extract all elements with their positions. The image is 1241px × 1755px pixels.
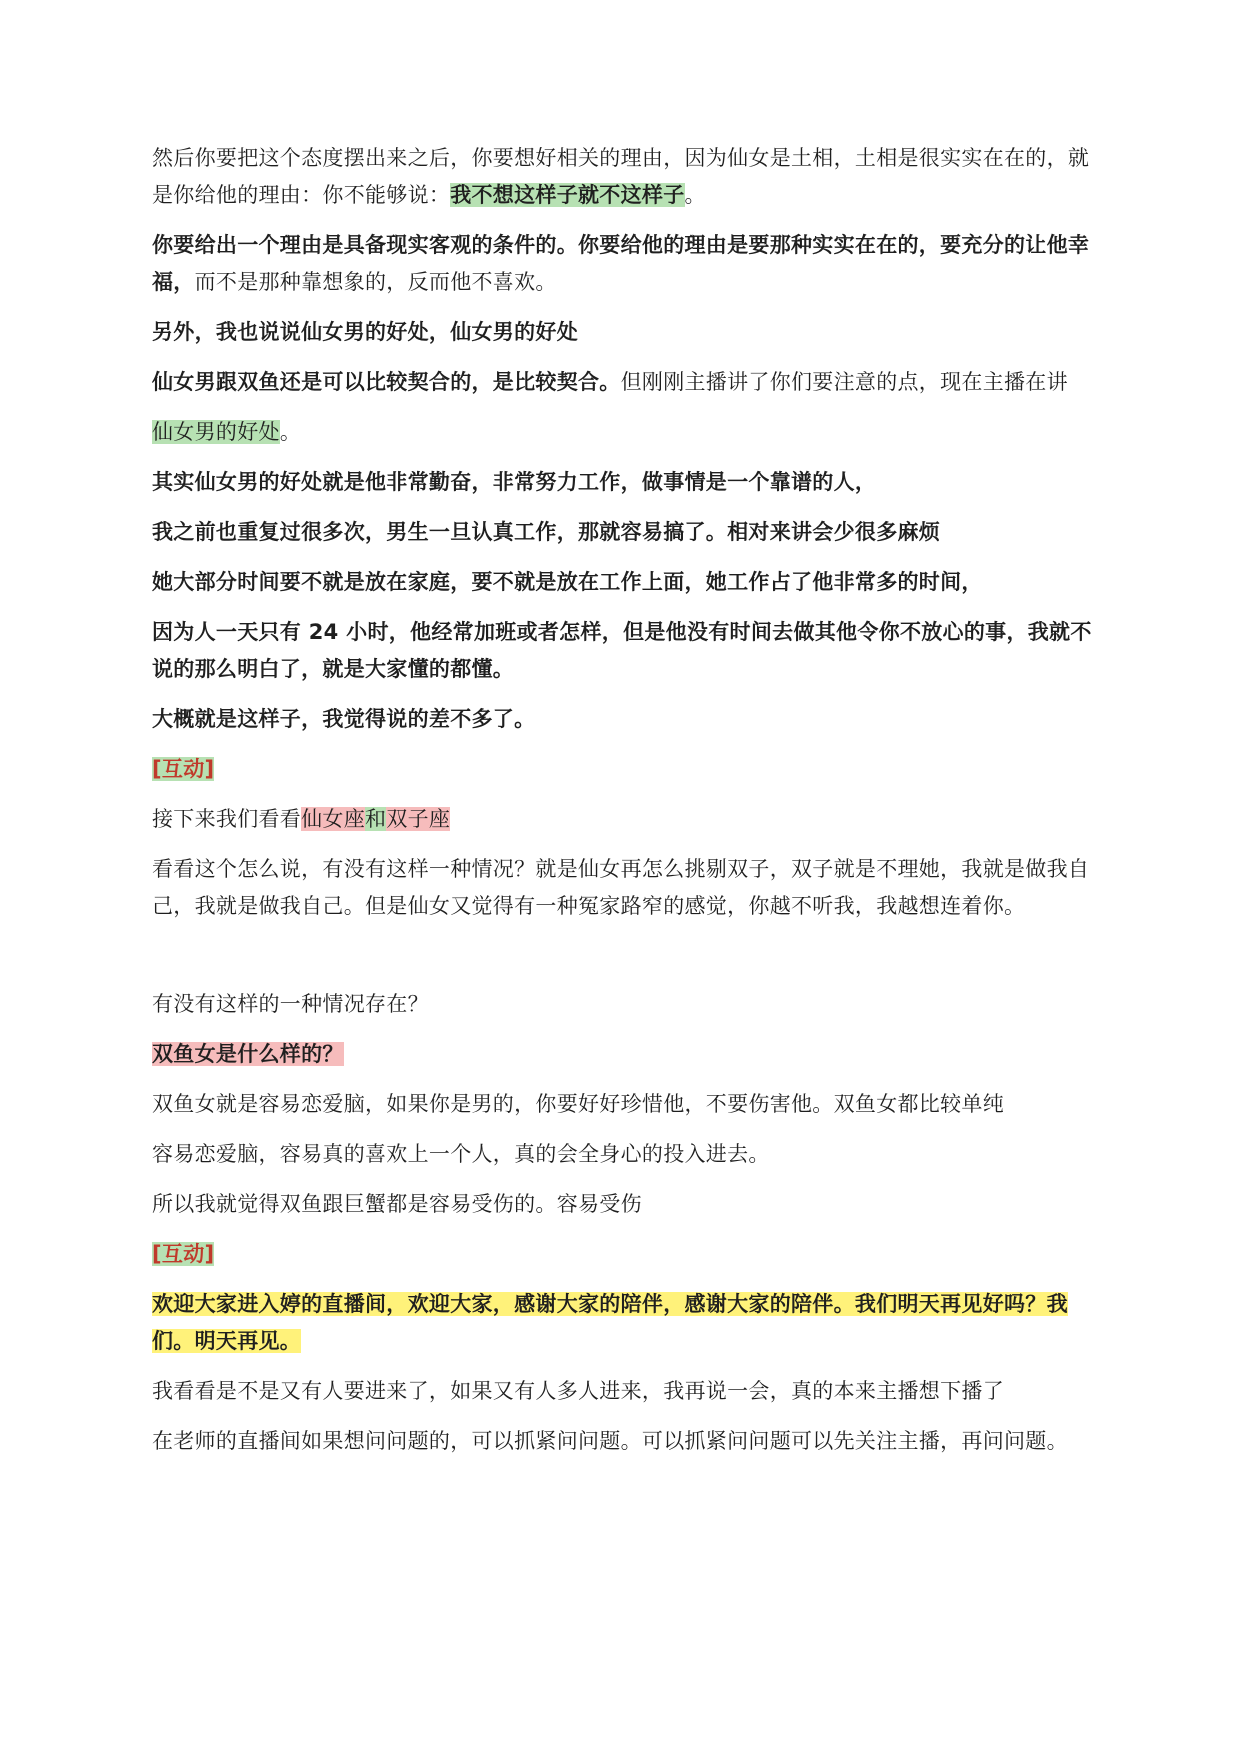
highlight-green: 仙女男的好处 (152, 420, 280, 444)
text-run: 。 (684, 183, 706, 207)
document-body (152, 140, 1097, 1473)
paragraph-10: 大概就是这样子，我觉得说的差不多了。 (152, 707, 536, 731)
highlight-green: 我不想这样子就不这样子 (450, 183, 685, 207)
paragraph-4 (152, 364, 1097, 401)
text-run: 。 (279, 420, 302, 444)
paragraph-12 (152, 801, 1097, 838)
paragraph-5 (152, 414, 1097, 451)
text-run: 接下来我们看看 (152, 807, 302, 831)
interaction-tag (152, 751, 1097, 788)
paragraph-9: 因为人一天只有 24 小时，他经常加班或者怎样，但是他没有时间去做其他令你不放心的事，我就不说的那么明白了，就是大家懂的都懂。 (152, 620, 1092, 681)
bold-run: 你要给出一个理由是具备现实客观的条件的。你要给他的理由是要那种实实在在的，要充分的让他幸福， (152, 233, 1090, 294)
highlight-green: 和 (365, 807, 387, 831)
paragraph-18: 所以我就觉得双鱼跟巨蟹都是容易受伤的。容易受伤 (152, 1192, 642, 1216)
highlight-red: 仙女座 (301, 807, 366, 831)
paragraph-2 (152, 227, 1097, 301)
highlight-red: 双鱼女是什么样的？ (152, 1042, 344, 1066)
paragraph-22: 在老师的直播间如果想问问题的，可以抓紧问问题。可以抓紧问问题可以先关注主播，再问问题。 (152, 1429, 1068, 1453)
text-run: 而不是那种靠想象的，反而他不喜欢。 (194, 270, 557, 294)
paragraph-13: 看看这个怎么说，有没有这样一种情况？就是仙女再怎么挑剔双子，双子就是不理她，我就是做我自己，我就是做我自己。但是仙女又觉得有一种冤家路窄的感觉，你越不听我，我越想连着你。 (152, 857, 1090, 918)
paragraph-14: 有没有这样的一种情况存在？ (152, 992, 429, 1016)
paragraph-16: 双鱼女就是容易恋爱脑，如果你是男的，你要好好珍惜他，不要伤害他。双鱼女都比较单纯 (152, 1092, 1004, 1116)
paragraph-17: 容易恋爱脑，容易真的喜欢上一个人，真的会全身心的投入进去。 (152, 1142, 770, 1166)
paragraph-1 (152, 140, 1097, 214)
text-run: 然后你要把这个态度摆出来之后，你要想好相关的理由，因为仙女是土相，土相是很实实在在的，就是你给他的理由：你不能够说： (152, 146, 1090, 207)
text-run: 但刚刚主播讲了你们要注意的点，现在主播在讲 (620, 370, 1068, 394)
interaction-tag (152, 1236, 1097, 1273)
paragraph-8: 她大部分时间要不就是放在家庭，要不就是放在工作上面，她工作占了他非常多的时间， (152, 570, 983, 594)
bold-run: 仙女男跟双鱼还是可以比较契合的，是比较契合。 (152, 370, 621, 394)
tag-label: [互动] (152, 757, 215, 781)
tag-label: [互动] (152, 1242, 215, 1266)
paragraph-3: 另外，我也说说仙女男的好处，仙女男的好处 (152, 320, 578, 344)
highlight-yellow: 欢迎大家进入婷的直播间，欢迎大家，感谢大家的陪伴，感谢大家的陪伴。我们明天再见好吗？我们。明天再见。 (152, 1292, 1068, 1353)
paragraph-6: 其实仙女男的好处就是他非常勤奋，非常努力工作，做事情是一个靠谱的人， (152, 470, 877, 494)
paragraph-21: 我看看是不是又有人要进来了，如果又有人多人进来，我再说一会，真的本来主播想下播了 (152, 1379, 1004, 1403)
paragraph-20 (152, 1286, 1097, 1360)
blank-line (152, 938, 1097, 986)
highlight-red: 双子座 (386, 807, 451, 831)
paragraph-7: 我之前也重复过很多次，男生一旦认真工作，那就容易搞了。相对来讲会少很多麻烦 (152, 520, 941, 544)
paragraph-15 (152, 1036, 1097, 1073)
